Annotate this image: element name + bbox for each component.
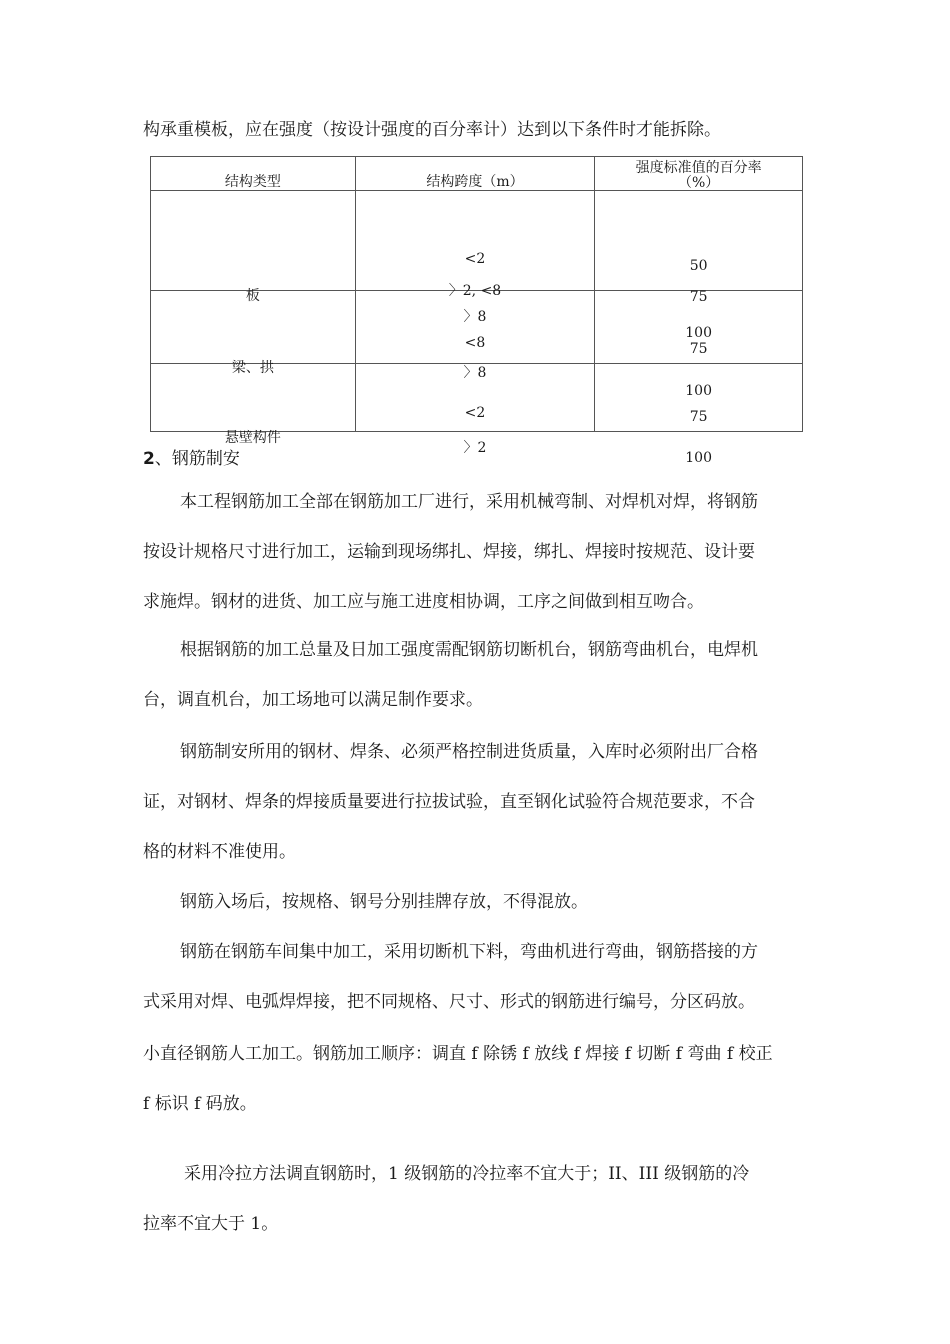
structure-type: 板 xyxy=(245,287,260,304)
span-value: <8 xyxy=(464,335,486,351)
span-value: 〉2 xyxy=(463,439,487,456)
structure-type-cell xyxy=(151,291,356,376)
structure-type-cell xyxy=(151,364,356,446)
span-cell xyxy=(355,191,595,325)
structure-type: 梁、拱 xyxy=(231,360,274,376)
percentage-cell xyxy=(595,191,803,341)
span-value: 〉2, <8 xyxy=(448,282,502,299)
paragraph-line: 采用冷拉方法调直钢筋时，1 级钢筋的冷拉率不宜大于；II、III 级钢筋的冷 xyxy=(184,1164,750,1184)
paragraph-line: 钢筋在钢筋车间集中加工，采用切断机下料，弯曲机进行弯曲，钢筋搭接的方 xyxy=(180,942,758,962)
span-value: <2 xyxy=(464,404,486,421)
paragraph-line: 本工程钢筋加工全部在钢筋加工厂进行，采用机械弯制、对焊机对焊，将钢筋 xyxy=(180,492,758,512)
section-number: 2 xyxy=(143,449,155,469)
section-heading xyxy=(143,447,240,471)
span-value: 〉8 xyxy=(463,308,487,325)
table-row xyxy=(151,291,803,364)
span-cell xyxy=(355,364,595,456)
percentage-value: 100 xyxy=(685,324,712,341)
percentage-value: 75 xyxy=(689,408,708,425)
percentage-cell xyxy=(595,364,803,466)
percentage-value: 50 xyxy=(689,257,708,274)
percentage-value: 100 xyxy=(685,383,712,399)
paragraph-line: 根据钢筋的加工总量及日加工强度需配钢筋切断机台，钢筋弯曲机台，电焊机 xyxy=(180,640,758,660)
span-value: <2 xyxy=(464,250,486,267)
paragraph-line: 台，调直机台，加工场地可以满足制作要求。 xyxy=(143,690,483,710)
percentage-value: 75 xyxy=(689,341,708,357)
paragraph-line: 求施焊。钢材的进货、加工应与施工进度相协调，工序之间做到相互吻合。 xyxy=(143,592,704,612)
structure-type: 悬壁构件 xyxy=(224,429,281,446)
percentage-value: 75 xyxy=(689,288,708,305)
paragraph-line: f 标识 f 码放。 xyxy=(143,1094,257,1114)
header-structure-type: 结构类型 xyxy=(151,157,356,191)
intro-line: 构承重模板，应在强度（按设计强度的百分率计）达到以下条件时才能拆除。 xyxy=(143,120,721,140)
table-row xyxy=(151,364,803,432)
span-value: 〉8 xyxy=(463,365,487,381)
paragraph-line: 拉率不宜大于 1。 xyxy=(143,1214,279,1234)
table-header-row xyxy=(151,157,803,191)
table-row xyxy=(151,191,803,291)
percentage-value: 100 xyxy=(685,449,712,466)
paragraph-line: 按设计规格尺寸进行加工，运输到现场绑扎、焊接，绑扎、焊接时按规范、设计要 xyxy=(143,542,755,562)
paragraph-line: 小直径钢筋人工加工。钢筋加工顺序：调直 f 除锈 f 放线 f 焊接 f 切断 f 弯曲 f 校正 xyxy=(143,1044,773,1064)
span-cell xyxy=(355,291,595,381)
header-span: 结构跨度（m） xyxy=(355,157,595,191)
percentage-cell xyxy=(595,288,803,399)
paragraph-line: 式采用对焊、电弧焊焊接，把不同规格、尺寸、形式的钢筋进行编号，分区码放。 xyxy=(143,992,755,1012)
section-title: 、钢筋制安 xyxy=(154,449,240,469)
paragraph-line: 钢筋制安所用的钢材、焊条、必须严格控制进货质量，入库时必须附出厂合格 xyxy=(180,742,758,762)
structure-type-cell xyxy=(151,191,356,304)
paragraph-line: 格的材料不准使用。 xyxy=(143,842,296,862)
paragraph-line: 证，对钢材、焊条的焊接质量要进行拉拔试验，直至钢化试验符合规范要求，不合 xyxy=(143,792,755,812)
paragraph-line: 钢筋入场后，按规格、钢号分别挂牌存放，不得混放。 xyxy=(180,892,588,912)
header-percentage: 强度标准值的百分率 （%） xyxy=(595,157,803,191)
